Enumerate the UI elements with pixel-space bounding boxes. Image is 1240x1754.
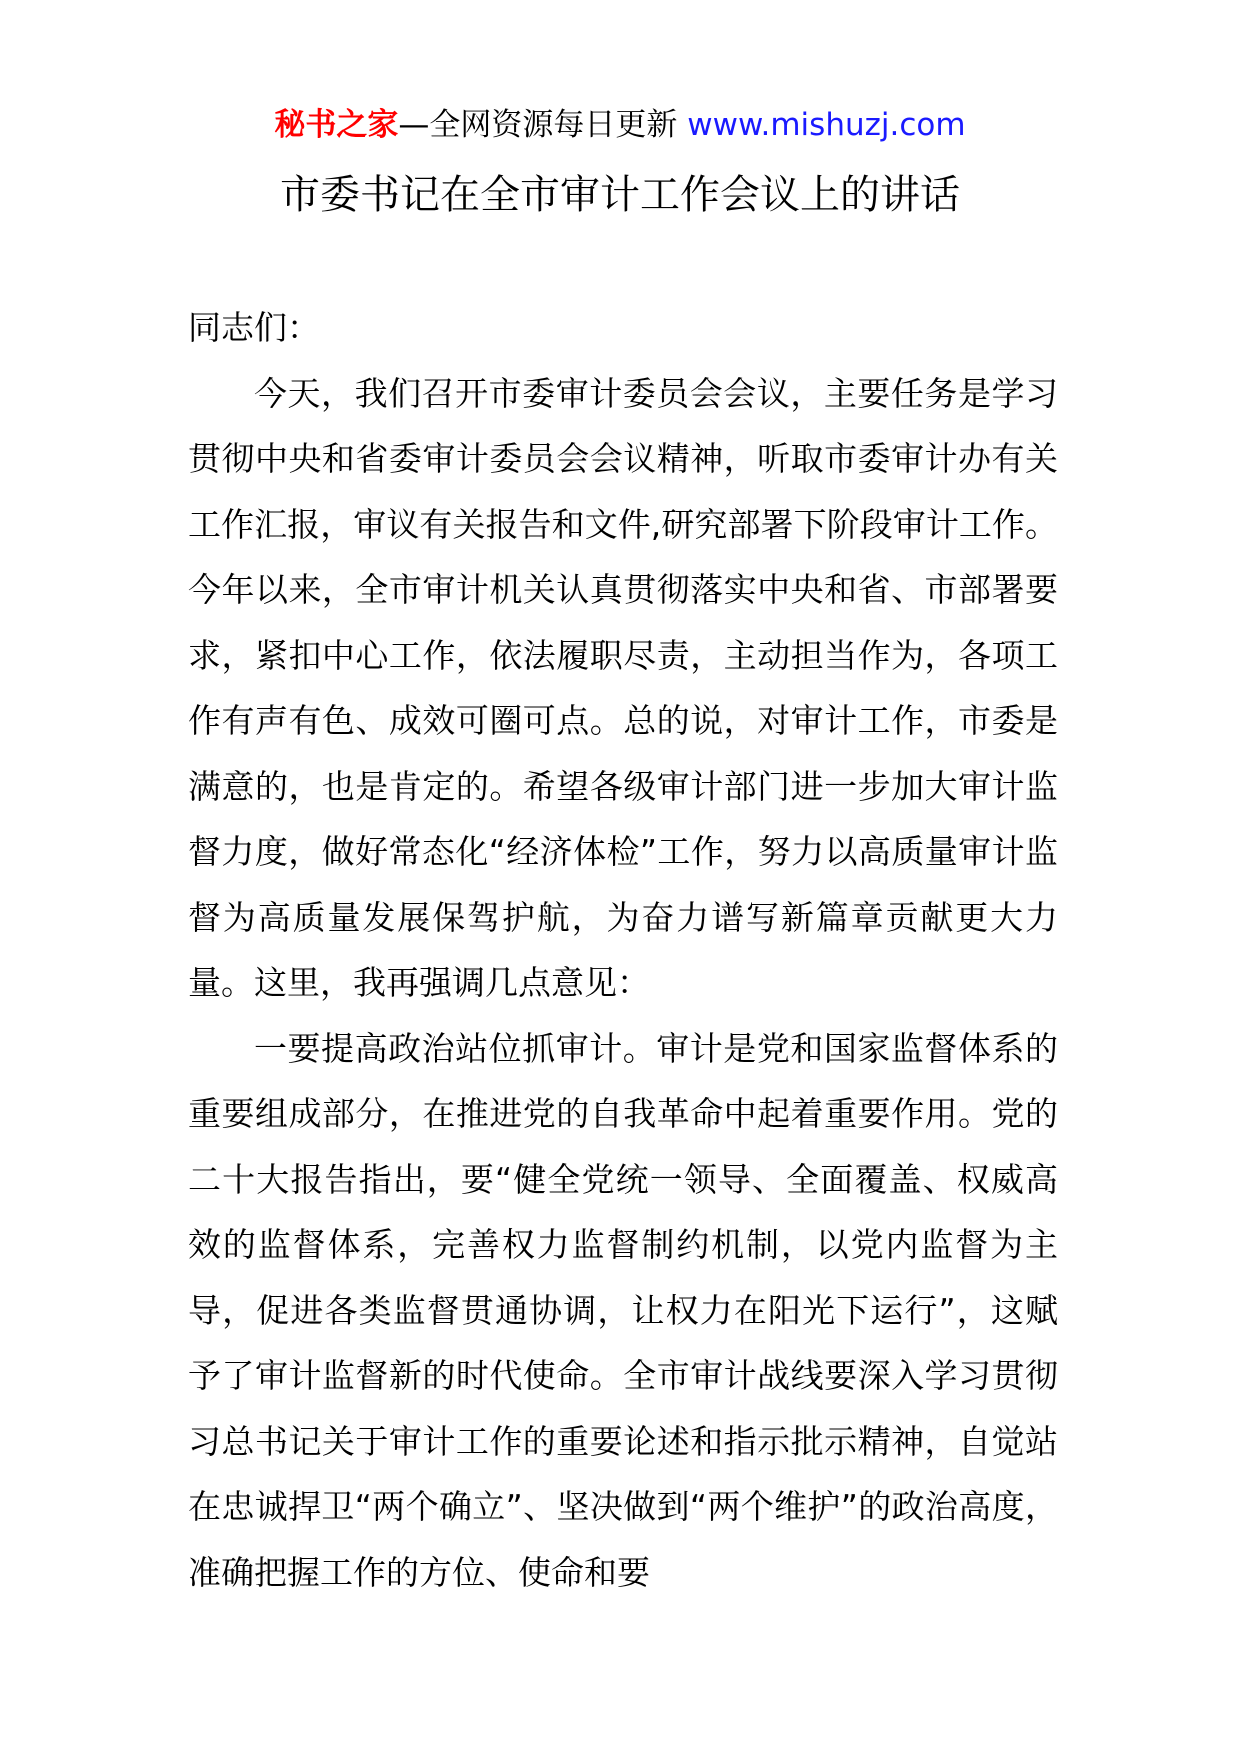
site-url-link[interactable]: www.mishuzj.com xyxy=(687,107,966,143)
paragraph-2: 一要提高政治站位抓审计。审计是党和国家监督体系的重要组成部分，在推进党的自我革命中起着重要作用。党的二十大报告指出，要“健全党统一领导、全面覆盖、权威高效的监督体系，完善权力监督制约机制，以党内监督为主导，促进各类监督贯通协调，让权力在阳光下运行”，这赋予了审计监督新的时代使命。全市审计战线要深入学习贯彻习总书记关于审计工作的重要论述和指示批示精神，自觉站在忠诚捍卫“两个确立”、坚决做到“两个维护”的政治高度，准确把握工作的方位、使命和要 xyxy=(188,1028,1058,1592)
brand-name: 秘书之家 xyxy=(274,107,399,143)
site-header xyxy=(0,100,1240,150)
header-slogan: —全网资源每日更新 xyxy=(398,107,678,143)
paragraph-1: 今天，我们召开市委审计委员会会议，主要任务是学习贯彻中央和省委审计委员会会议精神，听取市委审计办有关工作汇报，审议有关报告和文件,研究部署下阶段审计工作。今年以来，全市审计机关认真贯彻落实中央和省、市部署要求，紧扣中心工作，依法履职尽责，主动担当作为，各项工作有声有色、成效可圈可点。总的说，对审计工作，市委是满意的，也是肯定的。希望各级审计部门进一步加大审计监督力度，做好常态化“经济体检”工作，努力以高质量审计监督为高质量发展保驾护航，为奋力谱写新篇章贡献更大力量。这里，我再强调几点意见： xyxy=(188,373,1058,1002)
document-body xyxy=(188,295,1058,1605)
salutation: 同志们： xyxy=(188,308,320,347)
document-title: 市委书记在全市审计工作会议上的讲话 xyxy=(280,172,960,218)
